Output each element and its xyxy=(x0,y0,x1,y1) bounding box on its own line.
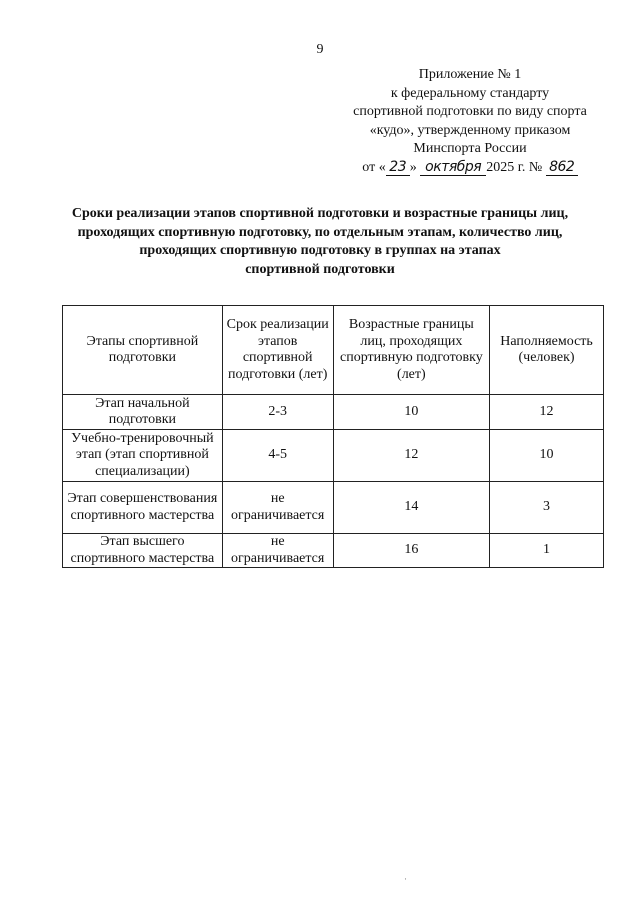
order-number: 862 xyxy=(546,160,578,176)
cell-age: 12 xyxy=(333,430,489,482)
table-row xyxy=(63,395,604,430)
header-age: Возрастные границы лиц, проходящих спортивную подготовку (лет) xyxy=(333,306,489,395)
cell-stage: Этап совершенствования спортивного мастерства xyxy=(63,482,223,534)
cell-stage: Этап высшего спортивного мастерства xyxy=(63,534,223,568)
stages-table xyxy=(62,305,604,568)
table-header-row xyxy=(63,306,604,395)
table-row xyxy=(63,482,604,534)
approval-line-appendix: Приложение № 1 xyxy=(418,67,522,82)
cell-age: 10 xyxy=(333,395,489,430)
title-line-1: Сроки реализации этапов спортивной подготовки и возрастные границы лиц, xyxy=(71,206,569,221)
cell-size: 10 xyxy=(490,430,604,482)
table-row xyxy=(63,430,604,482)
cell-age: 16 xyxy=(333,534,489,568)
header-stage: Этапы спортивной подготовки xyxy=(63,306,223,395)
cell-size: 3 xyxy=(490,482,604,534)
cell-term: не ограничивается xyxy=(222,482,333,534)
title-line-3: проходящих спортивную подготовку в группах на этапах xyxy=(139,243,501,258)
cell-term: 4-5 xyxy=(222,430,333,482)
title-line-4: спортивной подготовки xyxy=(245,261,395,277)
date-day: 23 xyxy=(386,160,410,176)
cell-term: 2-3 xyxy=(222,395,333,430)
cell-term: не ограничивается xyxy=(222,534,333,568)
approval-line-standard: к федеральному стандарту xyxy=(390,85,550,101)
cell-age: 14 xyxy=(333,482,489,534)
approval-line-sport: спортивной подготовки по виду спорта xyxy=(353,104,587,119)
cell-size: 12 xyxy=(490,395,604,430)
cell-size: 1 xyxy=(490,534,604,568)
cell-stage: Учебно-тренировочный этап (этап спортивной специализации) xyxy=(63,430,223,482)
document-title xyxy=(60,205,580,279)
date-quote-close: » xyxy=(409,159,417,175)
title-line-2: проходящих спортивную подготовку, по отдельным этапам, количество лиц, xyxy=(77,224,563,240)
header-size: Наполняемость (человек) xyxy=(490,306,604,395)
page-number: 9 xyxy=(316,42,324,57)
table-row xyxy=(63,534,604,568)
approval-date-line xyxy=(350,159,590,178)
date-month: октября xyxy=(420,160,486,176)
cell-stage: Этап начальной подготовки xyxy=(63,395,223,430)
header-term: Срок реализации этапов спортивной подготовки (лет) xyxy=(222,306,333,395)
approval-block xyxy=(350,66,590,177)
approval-line-ministry: Минспорта России xyxy=(413,141,527,156)
date-year: 2025 г. № xyxy=(486,159,543,175)
approval-line-order: «кудо», утвержденному приказом xyxy=(369,122,571,138)
date-prefix: от « xyxy=(362,159,386,175)
scan-speck: · xyxy=(404,874,407,884)
